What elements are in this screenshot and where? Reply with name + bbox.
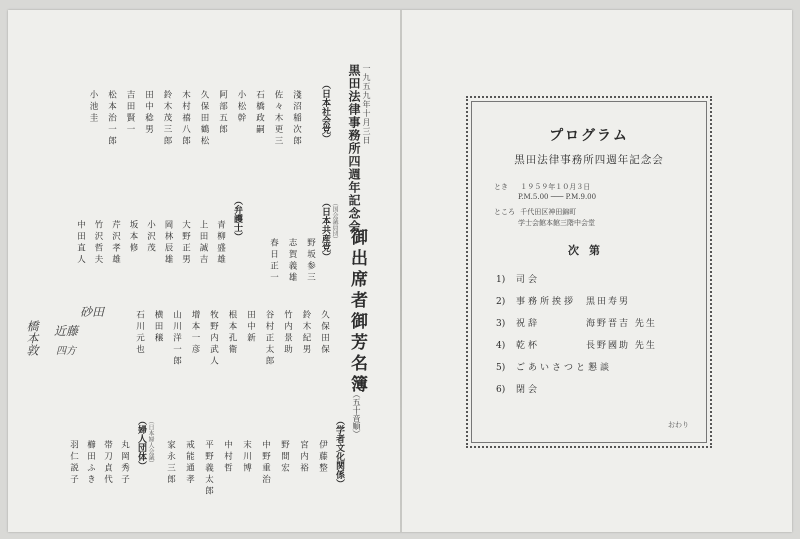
guest-name: 山川洋一郎: [171, 310, 182, 368]
agenda-number: 1): [496, 275, 506, 285]
time-range-row: [518, 193, 596, 201]
group-label: （婦人団体）: [136, 416, 146, 470]
guest-name: 木村禧八郎: [180, 90, 191, 148]
agenda-speaker: 黒田寿男: [586, 297, 631, 307]
guest-name: 平野義太郎: [203, 440, 214, 498]
agenda-title: 乾杯: [516, 341, 541, 351]
guest-name: 久保田鶴松: [199, 90, 209, 148]
agenda-item: [496, 272, 586, 285]
agenda-item: [496, 316, 657, 329]
guest-name: 增本一彦: [190, 310, 200, 356]
group-label: （日本社会党）: [320, 80, 330, 143]
guest-name: 野間宏: [279, 440, 290, 475]
guest-name: 根本孔衛: [227, 310, 237, 356]
guest-name: 中田直人: [75, 220, 86, 266]
guest-name: 牧野内武人: [208, 310, 219, 368]
guest-name: 家永三郎: [165, 440, 176, 486]
handwriting-4: 橋本敦: [25, 320, 39, 356]
place-line2: 学士会館本館三階中会堂: [518, 219, 595, 227]
guest-name: 末川博: [241, 440, 252, 475]
guest-name: 芹沢孝雄: [110, 220, 121, 266]
agenda-title: 事務所挨拶: [516, 297, 577, 307]
agenda-heading: 次第: [568, 244, 610, 257]
guest-name: 久保田保: [319, 310, 330, 356]
handwriting-2: 近藤: [54, 324, 79, 338]
guest-name: 横田穣: [153, 310, 163, 345]
group-subnote: （国会議員団）: [331, 200, 338, 242]
time-range: P.M.5.00 ─── P.M.9.00: [518, 193, 597, 201]
page-fold: [400, 10, 402, 532]
guest-name: 春日正一: [268, 238, 279, 284]
agenda-number: 3): [496, 319, 506, 329]
place-row: [494, 207, 576, 217]
handwriting-1: 砂田: [80, 305, 105, 319]
place-line1: 千代田区神田錦町: [520, 208, 577, 216]
guest-name: 淺沼稲次郎: [291, 90, 302, 148]
guest-name: 竹沢哲夫: [93, 220, 103, 266]
guest-name: 佐々木更三: [273, 90, 283, 148]
group-label: （弁護士）: [232, 196, 242, 241]
place-label: ところ: [494, 208, 515, 216]
time-row: [494, 182, 590, 192]
order-note: （五十音順）: [352, 390, 361, 438]
guest-name: 志賀義雄: [287, 238, 297, 284]
guest-name: 岡林辰雄: [163, 220, 173, 266]
guest-name: 中野重治: [260, 440, 271, 486]
guest-list-title: 御出席者御芳名簿: [347, 228, 367, 396]
guest-name: 野坂参三: [305, 238, 316, 284]
agenda-number: 6): [496, 385, 506, 395]
guest-name: 石橋政嗣: [254, 90, 265, 136]
guest-name: 小池圭: [88, 90, 98, 125]
agenda-item: [496, 382, 586, 395]
guest-name: 阿部五郎: [217, 90, 228, 136]
guest-name: 鈴木紀男: [301, 310, 311, 356]
guest-name: 伊藤整: [317, 440, 328, 475]
agenda-speaker: 長野國助 先生: [586, 341, 657, 351]
agenda-title: 閉会: [516, 385, 541, 395]
agenda-item: [496, 294, 630, 307]
agenda-number: 2): [496, 297, 506, 307]
agenda-item: [496, 338, 657, 351]
guest-name: 羽仁説子: [68, 440, 79, 486]
guest-name: 谷村正太郎: [264, 310, 274, 368]
program-subtitle: 黒田法律事務所四週年記念会: [514, 154, 664, 166]
agenda-item: [496, 360, 613, 373]
agenda-title: 司会: [516, 275, 541, 285]
guest-name: 大野正男: [180, 220, 191, 266]
guest-name: 上田誠吉: [198, 220, 208, 266]
agenda-speaker: 海野晋吉 先生: [586, 319, 657, 329]
guest-name: 櫛田ふき: [85, 440, 96, 486]
guest-name: 坂本修: [128, 220, 138, 255]
event-date: 一九五九年十月三日: [362, 64, 371, 145]
guest-name: 吉田賢一: [125, 90, 135, 136]
guest-name: 小沢茂: [145, 220, 156, 255]
place-line2-row: [518, 218, 595, 228]
guest-name: 青柳盛雄: [215, 220, 226, 266]
agenda-number: 4): [496, 341, 506, 351]
guest-name: 田中稔男: [143, 90, 154, 136]
guest-list-page: [20, 20, 390, 520]
agenda-title: ごあいさつと懇談: [516, 363, 613, 373]
guest-name: 松本治一郎: [106, 90, 117, 148]
program-title: プログラム: [549, 128, 629, 144]
agenda-number: 5): [496, 363, 506, 373]
program-end-note: おわり: [668, 421, 689, 429]
guest-name: 丸岡秀子: [119, 440, 130, 486]
guest-name: 中村哲: [222, 440, 233, 475]
handwriting-3: 四方: [56, 346, 76, 357]
guest-name: 竹内景助: [282, 310, 293, 356]
group-label: （日本共産党）: [320, 198, 330, 261]
organization-title: 黒田法律事務所四週年記念会: [347, 64, 361, 233]
agenda-title: 祝辞: [516, 319, 541, 329]
guest-name: 鈴木茂三郎: [162, 90, 172, 148]
guest-name: 田中新: [245, 310, 256, 345]
guest-name: 石川元也: [134, 310, 145, 356]
guest-name: 帯刀貞代: [102, 440, 113, 486]
time-label: とき: [494, 183, 508, 191]
time-date: １９５９年１０月３日: [520, 183, 591, 191]
group-subnote: （日本婦人会議）: [147, 418, 154, 466]
guest-name: 小松幹: [236, 90, 246, 125]
group-label: （学者文化関係）: [334, 416, 344, 488]
guest-name: 戒能通孝: [184, 440, 195, 486]
guest-name: 宮内裕: [298, 440, 309, 475]
